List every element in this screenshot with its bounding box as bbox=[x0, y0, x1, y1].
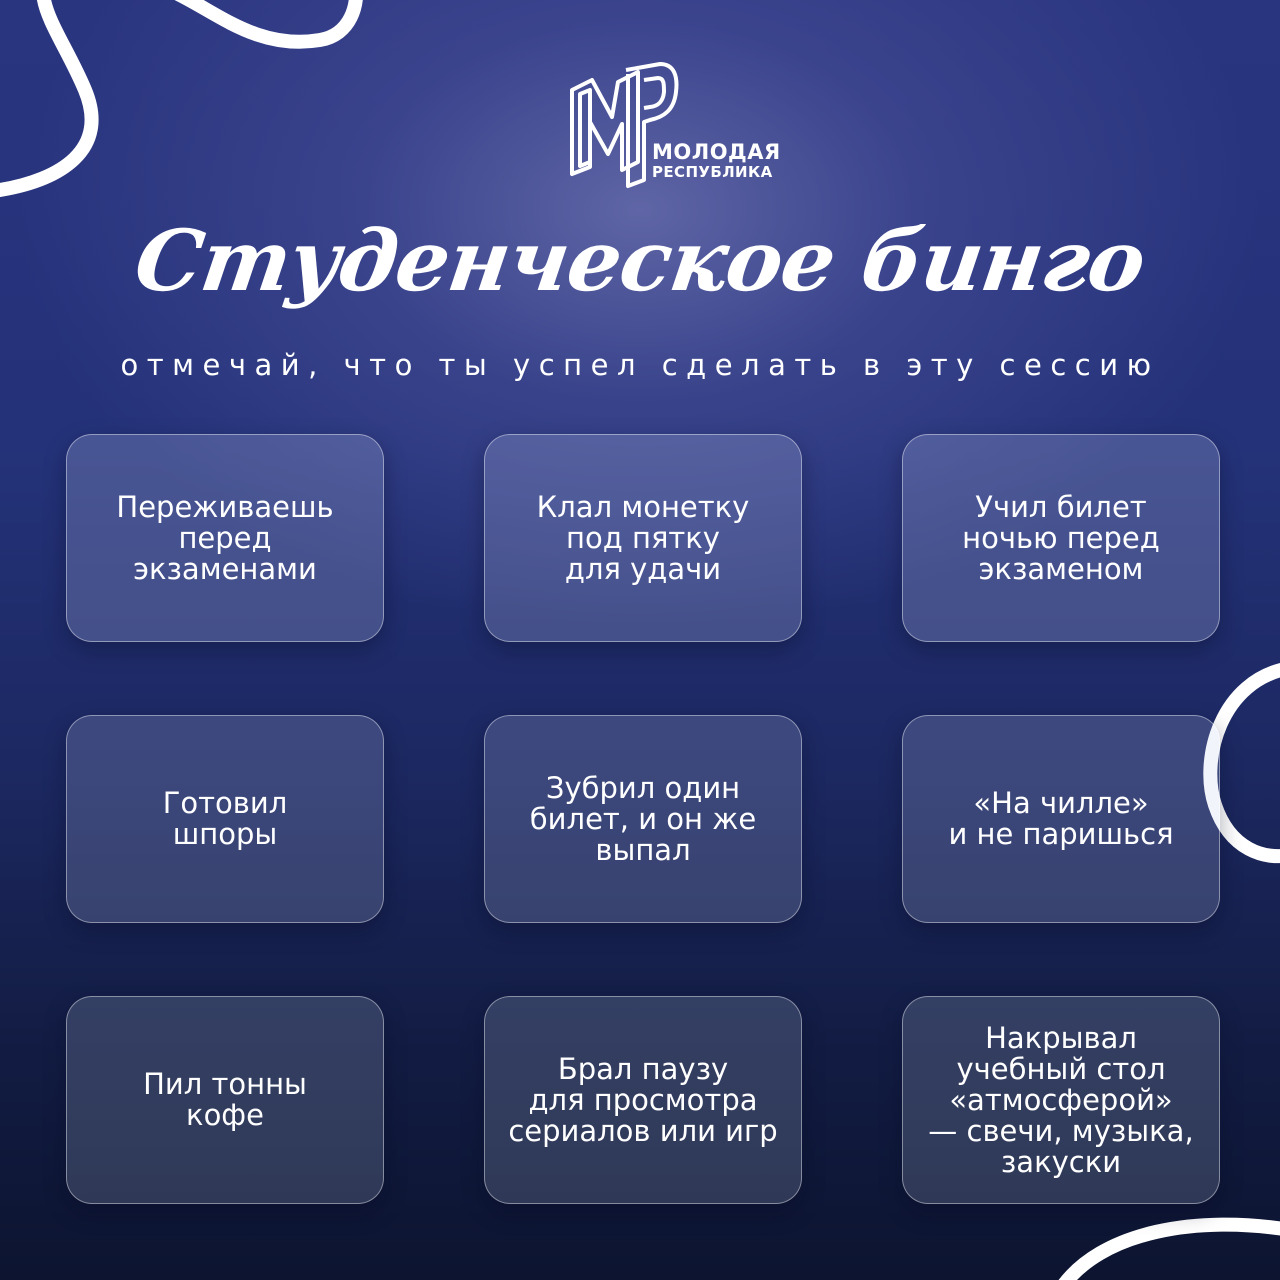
logo-line-1: МОЛОДАЯ bbox=[652, 140, 781, 164]
bingo-card-7[interactable] bbox=[66, 996, 384, 1204]
bingo-card-text: Готовил шпоры bbox=[162, 786, 288, 851]
bingo-card-text: Учил билет ночью перед экзаменом bbox=[962, 489, 1160, 586]
bingo-card-text: Клал монетку под пятку для удачи bbox=[536, 489, 750, 586]
bingo-card-8[interactable] bbox=[484, 996, 802, 1204]
bingo-card-1[interactable] bbox=[66, 434, 384, 642]
bingo-card-6[interactable] bbox=[902, 715, 1220, 923]
bingo-card-text: Зубрил один билет, и он же выпал bbox=[529, 770, 757, 867]
bingo-card-3[interactable] bbox=[902, 434, 1220, 642]
bingo-card-2[interactable] bbox=[484, 434, 802, 642]
bingo-card-5[interactable] bbox=[484, 715, 802, 923]
page-subtitle: отмечай, что ты успел сделать в эту сессию bbox=[120, 348, 1160, 382]
bingo-card-9[interactable] bbox=[902, 996, 1220, 1204]
logo-line-2: РЕСПУБЛИКА bbox=[652, 163, 773, 181]
logo-wordmark bbox=[652, 142, 781, 180]
bingo-card-text: Пил тонны кофе bbox=[143, 1067, 307, 1132]
bingo-card-text: Брал паузу для просмотра сериалов или игр bbox=[508, 1051, 778, 1148]
bingo-card-text: «На чилле» и не паришься bbox=[948, 786, 1174, 851]
page-title: Студенческое бинго bbox=[129, 211, 1151, 310]
bingo-card-4[interactable] bbox=[66, 715, 384, 923]
bingo-card-text: Переживаешь перед экзаменами bbox=[116, 489, 334, 586]
bingo-card-text: Накрывал учебный стол «атмосферой» — свечи, музыка, закуски bbox=[928, 1020, 1194, 1179]
